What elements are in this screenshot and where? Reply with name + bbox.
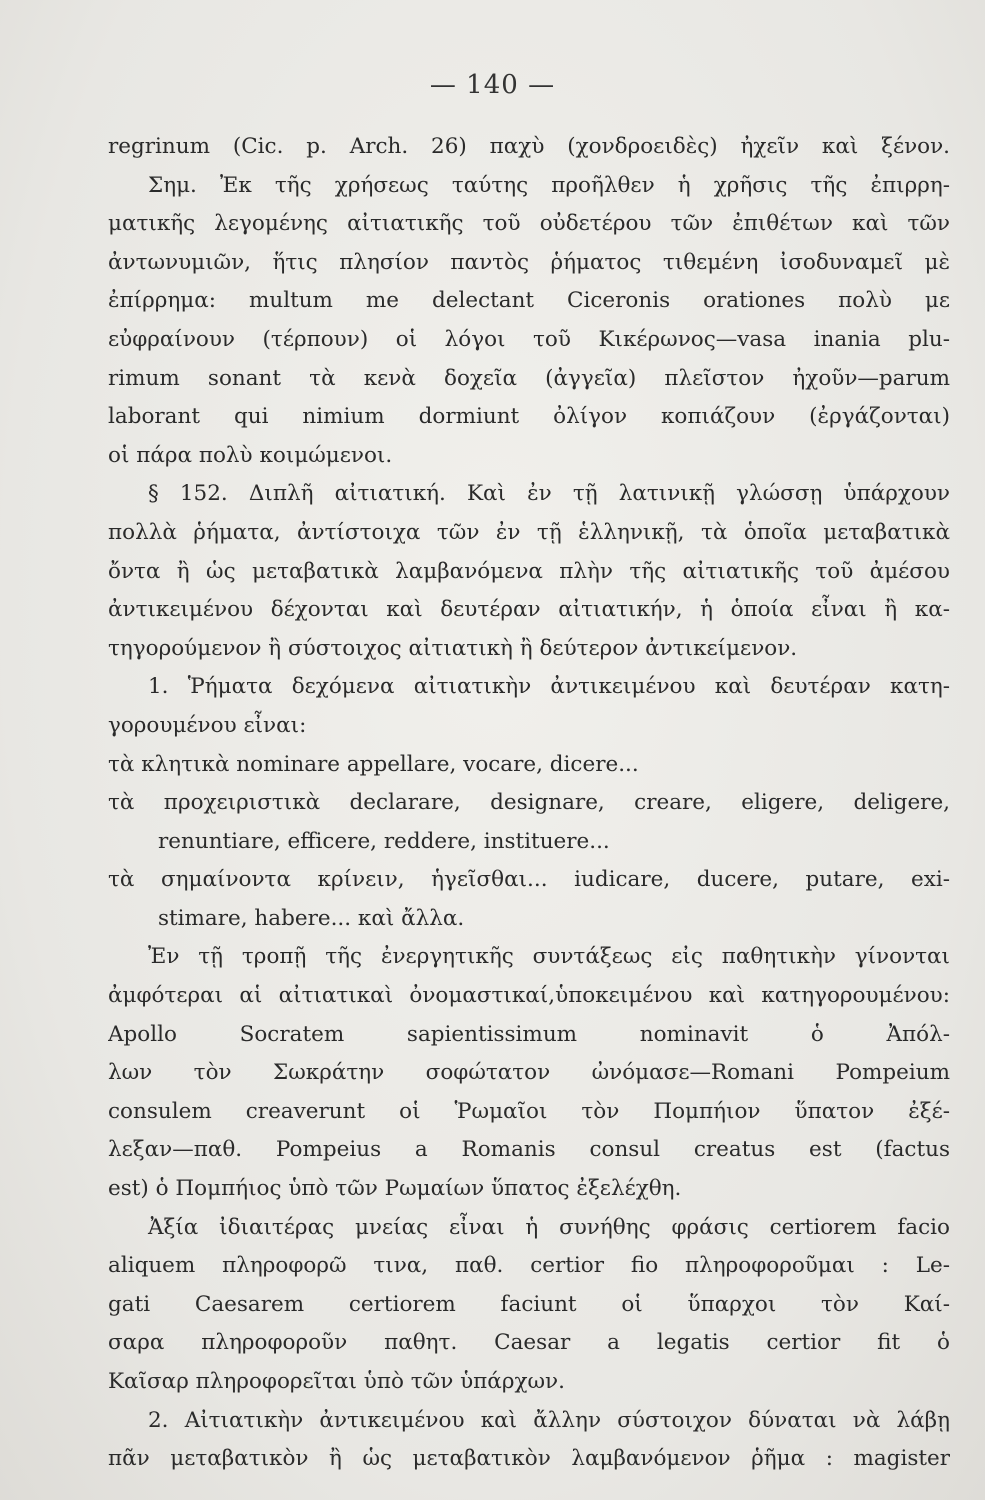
text-line: ἀντωνυμιῶν, ἥτις πλησίον παντὸς ῥήματος τιθεμένη ἰσοδυναμεῖ μὲ (108, 249, 950, 275)
text-line: λων τὸν Σωκράτην σοφώτατον ὠνόμασε—Romani Pompeium (108, 1060, 950, 1086)
section-heading-line: § 152. Διπλῆ αἰτιατική. Καὶ ἐν τῇ λατινικῇ γλώσσῃ ὑπάρχουν (148, 481, 950, 507)
list-item-continuation: renuntiare, efficere, reddere, instituere... (158, 828, 610, 854)
text-line: τηγορούμενον ἢ σύστοιχος αἰτιατικὴ ἢ δεύτερον ἀντικείμενον. (108, 635, 798, 661)
text-line: regrinum (Cic. p. Arch. 26) παχὺ (χονδροειδὲς) ἠχεῖν καὶ ξένον. (108, 134, 950, 159)
text-line: laborant qui nimium dormiunt ὀλίγον κοπιάζουν (ἐργάζονται) (108, 404, 950, 430)
text-line: εὐφραίνουν (τέρπουν) οἱ λόγοι τοῦ Κικέρωνος—vasa inania plu- (108, 326, 950, 352)
list-item-continuation: stimare, habere... καὶ ἄλλα. (158, 905, 465, 931)
list-item: τὰ κλητικὰ nominare appellare, vocare, dicere... (108, 751, 639, 777)
text-line: οἱ πάρα πολὺ κοιμώμενοι. (108, 442, 393, 468)
text-line: Apollo Socratem sapientissimum nominavit ὁ Ἀπόλ- (108, 1021, 950, 1047)
text-line: γορουμένου εἶναι: (108, 712, 307, 738)
text-line: λεξαν—παθ. Pompeius a Romanis consul creatus est (factus (108, 1137, 950, 1163)
text-line: πᾶν μεταβατικὸν ἢ ὡς μεταβατικὸν λαμβανόμενον ῥῆμα : magister (108, 1446, 950, 1472)
text-line: 2. Αἰτιατικὴν ἀντικειμένου καὶ ἄλλην σύστοιχον δύναται νὰ λάβῃ (148, 1407, 950, 1433)
text-body (108, 128, 950, 1479)
text-line: consulem creaverunt οἱ Ῥωμαῖοι τὸν Πομπήιον ὕπατον ἐξέ- (108, 1098, 950, 1124)
text-line: aliquem πληροφορῶ τινα, παθ. certior fio πληροφοροῦμαι : Le- (108, 1253, 950, 1279)
text-line: ἐπίρρημα: multum me delectant Ciceronis orationes πολὺ με (108, 288, 950, 314)
text-line: ματικῆς λεγομένης αἰτιατικῆς τοῦ οὐδετέρου τῶν ἐπιθέτων καὶ τῶν (108, 211, 950, 237)
list-item: τὰ σημαίνοντα κρίνειν, ἡγεῖσθαι... iudicare, ducere, putare, exi- (108, 867, 950, 893)
text-line: rimum sonant τὰ κενὰ δοχεῖα (ἀγγεῖα) πλεῖστον ἠχοῦν—parum (108, 365, 950, 391)
text-line: σαρα πληροφοροῦν παθητ. Caesar a legatis certior fit ὁ (108, 1330, 950, 1356)
text-line: 1. Ῥήματα δεχόμενα αἰτιατικὴν ἀντικειμένου καὶ δευτέραν κατη- (148, 674, 950, 700)
text-line: Καῖσαρ πληροφορεῖται ὑπὸ τῶν ὑπάρχων. (108, 1369, 565, 1394)
text-line: est) ὁ Πομπήιος ὑπὸ τῶν Ρωμαίων ὕπατος ἐξελέχθη. (108, 1176, 682, 1202)
text-line: ὄντα ἢ ὡς μεταβατικὰ λαμβανόμενα πλὴν τῆς αἰτιατικῆς τοῦ ἀμέσου (108, 558, 950, 584)
list-item: τὰ προχειριστικὰ declarare, designare, creare, eligere, deligere, (108, 790, 950, 816)
text-line: πολλὰ ῥήματα, ἀντίστοιχα τῶν ἐν τῇ ἑλληνικῇ, τὰ ὁποῖα μεταβατικὰ (108, 519, 950, 545)
page-number: — 140 — (429, 70, 556, 100)
text-line: Ἀξία ἰδιαιτέρας μνείας εἶναι ἡ συνήθης φράσις certiorem facio (148, 1214, 950, 1240)
text-line: Ἐν τῇ τροπῇ τῆς ἐνεργητικῆς συντάξεως εἰς παθητικὴν γίνονται (148, 944, 950, 970)
text-line: ἀντικειμένου δέχονται καὶ δευτέραν αἰτιατικήν, ἡ ὁποία εἶναι ἢ κα- (108, 597, 950, 623)
text-line: gati Caesarem certiorem faciunt οἱ ὕπαρχοι τὸν Καί- (108, 1291, 950, 1317)
text-line: Σημ. Ἐκ τῆς χρήσεως ταύτης προῆλθεν ἡ χρῆσις τῆς ἐπιρρη- (148, 172, 950, 198)
text-line: ἀμφότεραι αἱ αἰτιατικαὶ ὀνομαστικαί,ὑποκειμένου καὶ κατηγορουμένου: (108, 983, 950, 1009)
